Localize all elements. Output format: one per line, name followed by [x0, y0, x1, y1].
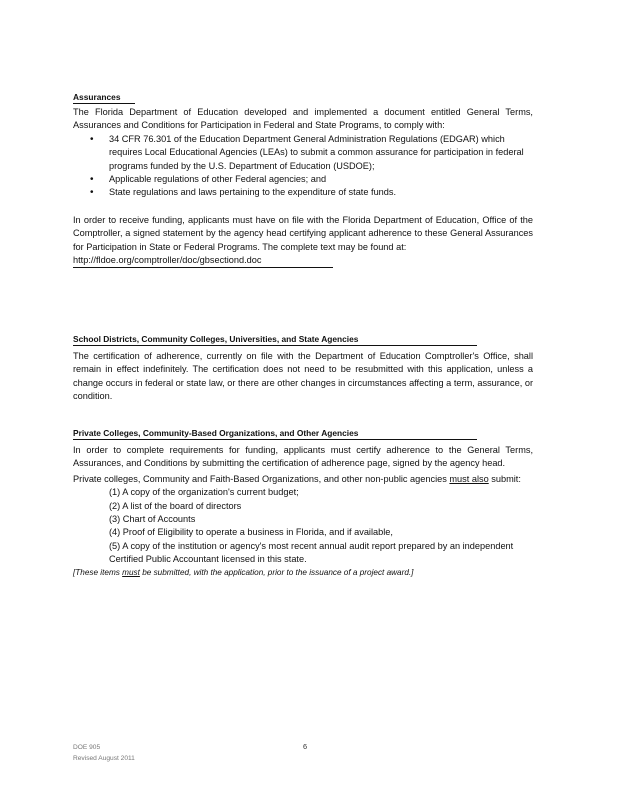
bullet-icon: • — [90, 187, 94, 199]
list-item: (5) A copy of the institution or agency's most recent annual audit report prepared by an independent Certified Public Accountant licensed in this state. — [109, 540, 514, 565]
list-item: (4) Proof of Eligibility to operate a business in Florida, and if available, — [109, 527, 393, 538]
assurances-link[interactable]: http://fldoe.org/comptroller/doc/gbsectiond.doc — [73, 254, 333, 268]
submission-note: [These items must be submitted, with the application, prior to the issuance of a project award.] — [73, 567, 414, 577]
private-colleges-section — [73, 428, 533, 579]
private-colleges-paragraph-1: In order to complete requirements for funding, applicants must certify adherence to the General Terms, Assurances, and Conditions by submitting the certification of adherence page, signed by the agency head. — [73, 445, 533, 469]
bullet-icon: • — [90, 133, 94, 145]
bullet-icon: • — [90, 174, 94, 186]
list-item: • Applicable regulations of other Federal agencies; and — [90, 174, 327, 186]
list-item: • 34 CFR 76.301 of the Education Department General Administration Regulations (EDGAR) which requires Local Educational Agencies (LEAs) to submit a common assurance for participation in federal programs funded by the U.S. Department of Education (USDOE); — [90, 133, 524, 171]
assurances-section — [73, 92, 533, 268]
list-item: (2) A list of the board of directors — [109, 500, 242, 511]
page-number: 6 — [303, 742, 308, 751]
school-districts-paragraph: The certification of adherence, currently on file with the Department of Education Comptroller's Office, shall remain in effect indefinitely. The certification does not need to be resubmitted with this application, unless a change occurs in federal or state law, or there are other changes in circumstances affecting a term, assurance, or condition. — [73, 351, 533, 402]
assurances-paragraph-1: The Florida Department of Education developed and implemented a document entitled General Terms, Assurances and Conditions for Participation in Federal and State Programs, to comply with: — [73, 107, 533, 131]
list-item: (3) Chart of Accounts — [109, 514, 196, 525]
private-colleges-heading: Private Colleges, Community-Based Organizations, and Other Agencies — [73, 428, 477, 440]
list-item: • State regulations and laws pertaining to the expenditure of state funds. — [90, 187, 397, 199]
list-item: (1) A copy of the organization's current budget; — [109, 487, 299, 498]
school-districts-heading: School Districts, Community Colleges, Universities, and State Agencies — [73, 334, 477, 346]
private-colleges-paragraph-2: Private colleges, Community and Faith-Based Organizations, and other non-public agencies must also submit: — [73, 473, 521, 484]
must-also-emphasis: must also — [449, 473, 489, 484]
school-districts-section — [73, 334, 533, 404]
assurances-bullet-list — [73, 133, 533, 200]
assurances-heading: Assurances — [73, 92, 135, 104]
submission-items-list — [73, 486, 533, 566]
revision-date: Revised August 2011 — [73, 755, 135, 762]
document-footer — [73, 742, 135, 764]
assurances-paragraph-2: In order to receive funding, applicants must have on file with the Florida Department of Education, Office of the Comptroller, a signed statement by the agency head certifying applicant adherence to these General Assurances for Participation in State or Federal Programs. The complete text may be found at: — [73, 214, 533, 252]
form-number: DOE 905 — [73, 744, 101, 751]
